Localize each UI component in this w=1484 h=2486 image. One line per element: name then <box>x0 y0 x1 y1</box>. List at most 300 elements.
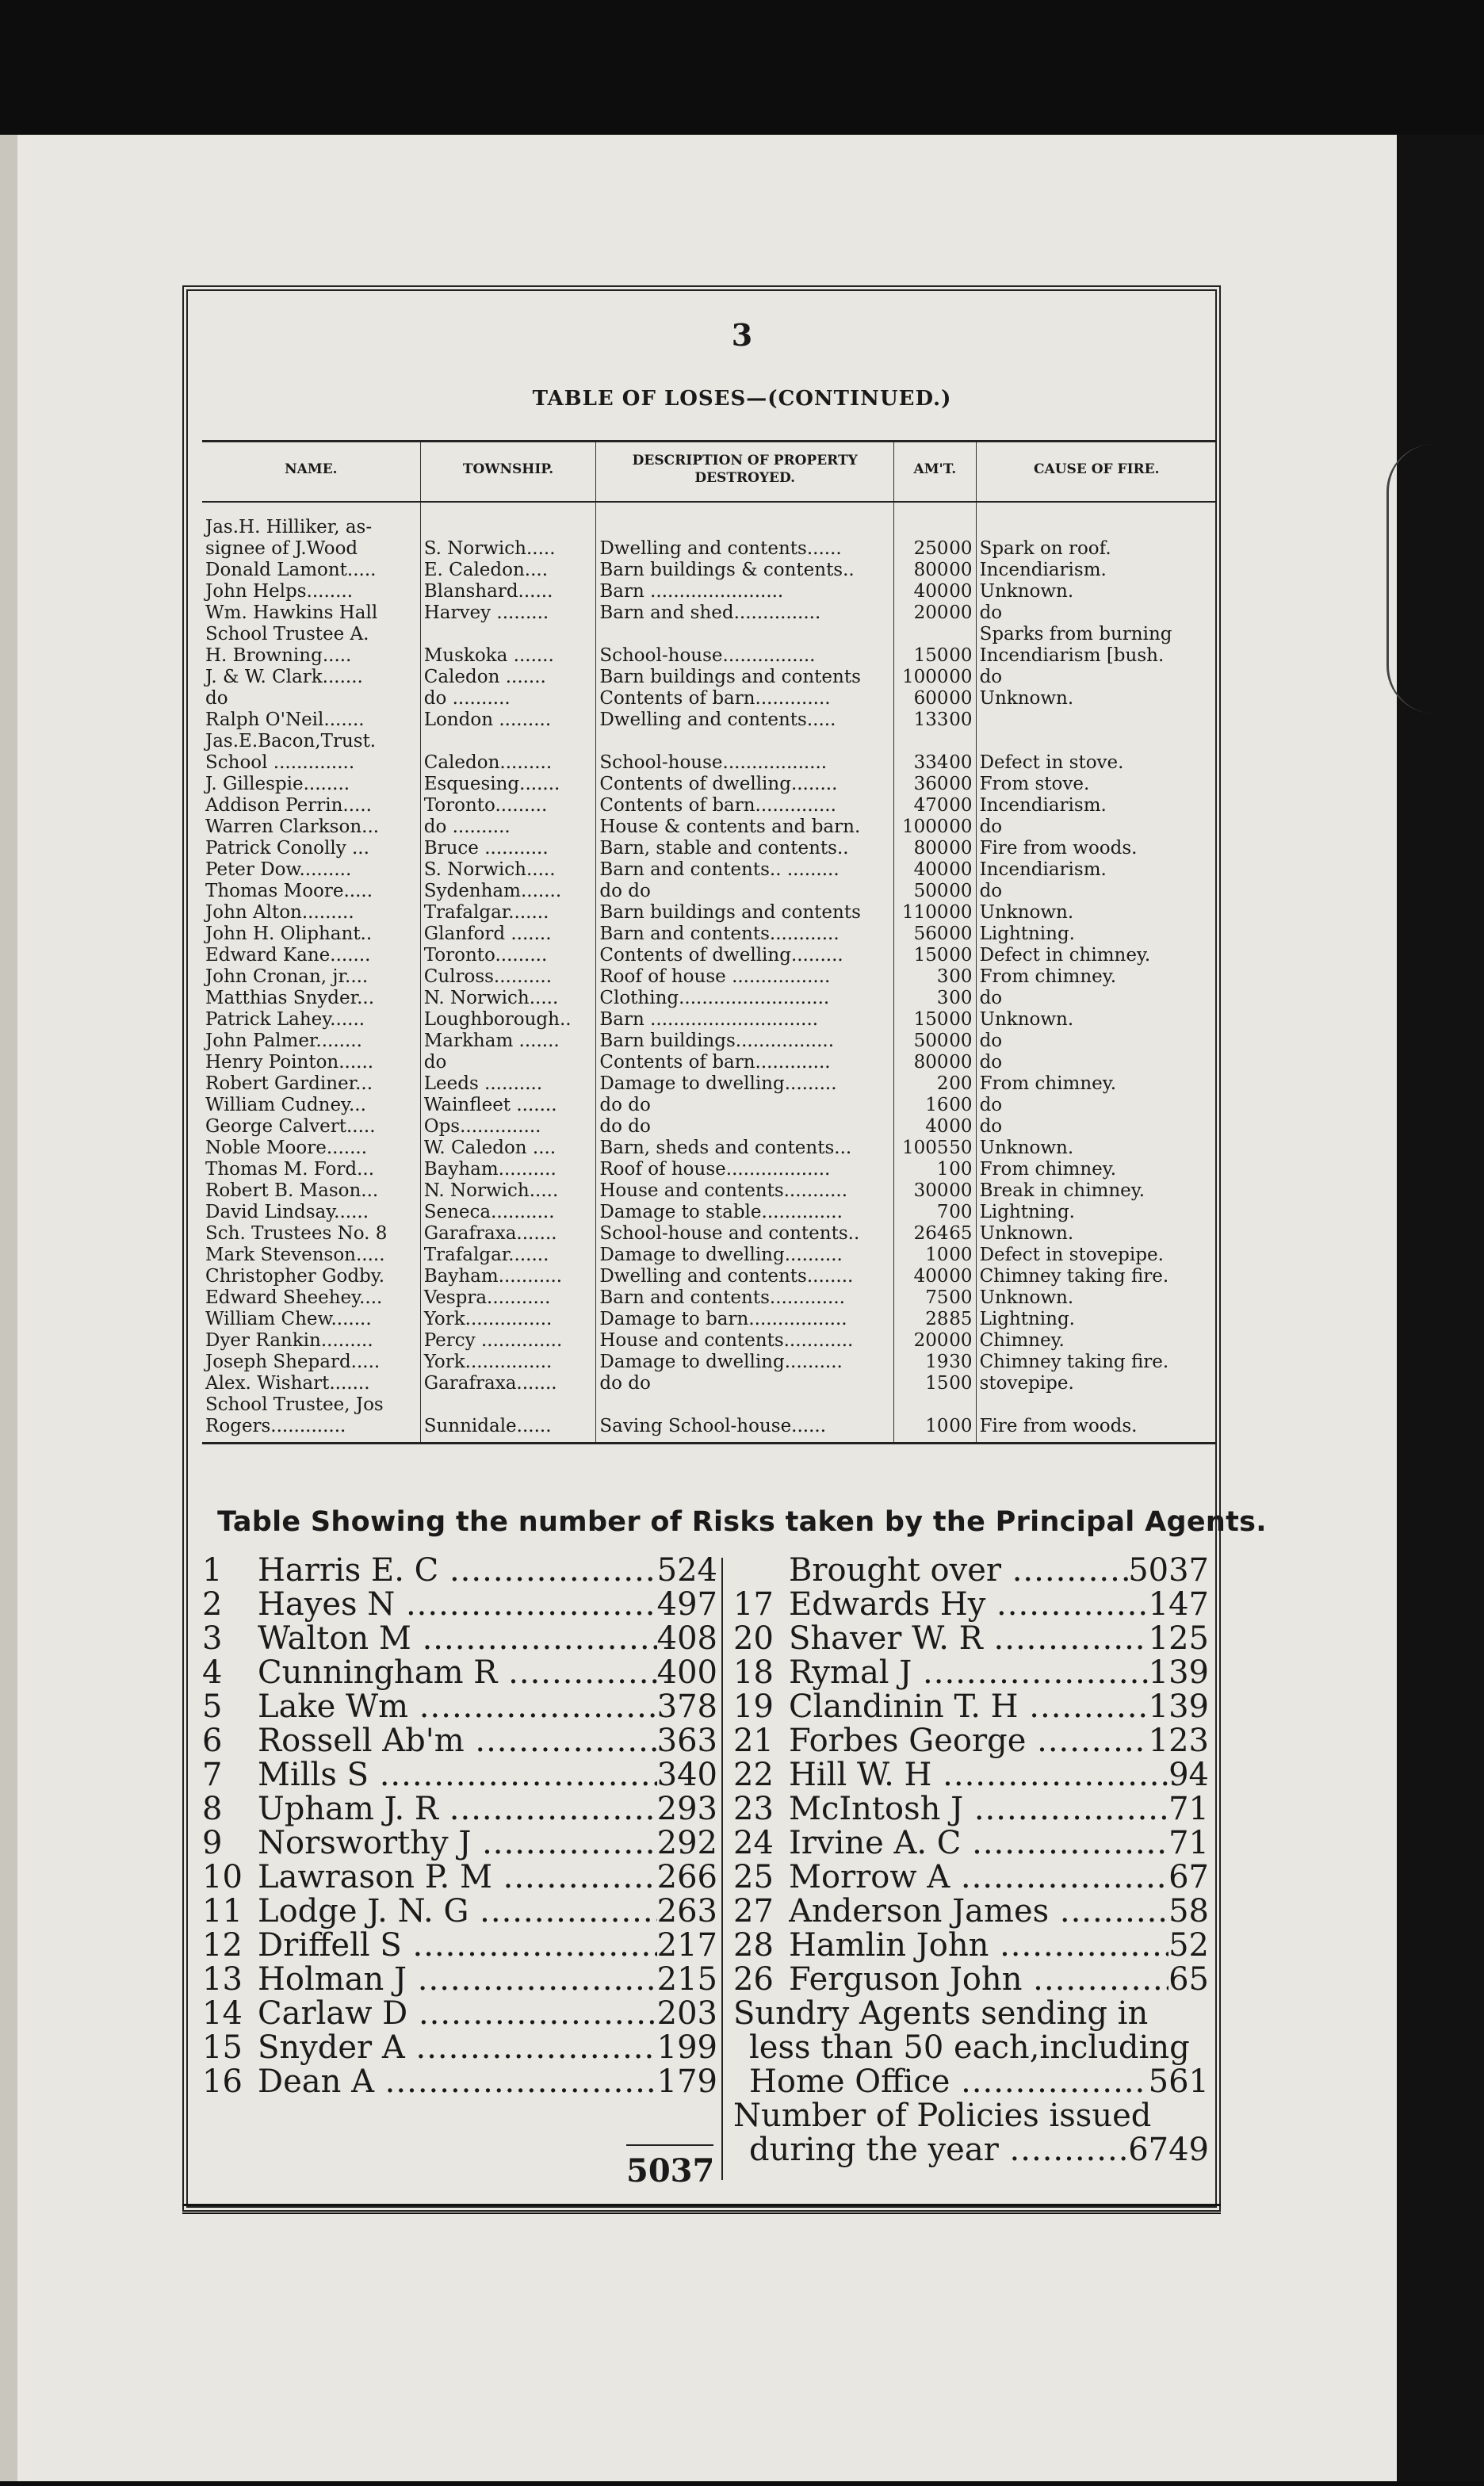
agent-row <box>202 1963 717 1997</box>
loss-name: Patrick Lahey...... <box>205 1009 365 1030</box>
loss-amount <box>894 1330 976 1352</box>
loss-amount-cents: 00 <box>949 1416 973 1436</box>
agent-risks: 125 <box>1148 1620 1209 1657</box>
agent-number: 20 <box>733 1620 774 1657</box>
agent-risks: 179 <box>656 2063 717 2100</box>
loss-cause: do <box>976 667 1217 688</box>
loss-description: School-house.................. <box>596 752 894 774</box>
loss-amount <box>894 1373 976 1394</box>
loss-cause: Unknown. <box>976 902 1217 924</box>
loss-amount-cents: 00 <box>949 645 973 666</box>
loss-cause: Lightning. <box>976 1309 1217 1330</box>
loss-township: Markham ....... <box>420 1031 596 1052</box>
loss-amount-dollars: 2 <box>936 1073 949 1094</box>
loss-cause <box>976 1394 1217 1416</box>
agent-row <box>202 1997 717 2031</box>
loss-cause: Incendiarism. <box>976 560 1217 581</box>
loss-description: Barn buildings and contents <box>596 667 894 688</box>
loss-name: Matthias Snyder... <box>205 988 375 1008</box>
agent-risks: 340 <box>656 1757 717 1793</box>
loss-name: Ralph O'Neil....... <box>205 709 365 730</box>
loss-cause <box>976 709 1217 731</box>
agent-name: Anderson James ..... <box>789 1895 1168 1929</box>
loss-amount-cents: 00 <box>949 1330 973 1351</box>
agent-name: Edwards Hy ..... <box>789 1588 1149 1622</box>
loss-amount-cents: 00 <box>949 945 973 966</box>
loss-description: Damage to stable.............. <box>596 1202 894 1223</box>
loss-amount <box>894 1416 976 1444</box>
loss-description: House & contents and barn. <box>596 817 894 838</box>
loss-amount <box>894 795 976 817</box>
loss-row <box>202 1330 1217 1352</box>
loss-name: Joseph Shepard..... <box>205 1352 381 1372</box>
loss-amount <box>894 624 976 645</box>
loss-cause: From stove. <box>976 774 1217 795</box>
loss-amount-dollars: 334 <box>913 752 949 773</box>
loss-amount-dollars: 560 <box>913 924 949 944</box>
agent-name: Morrow A ..... <box>789 1861 1168 1895</box>
agent-number: 10 <box>202 1859 243 1895</box>
loss-amount <box>894 945 976 966</box>
loss-description: Contents of dwelling......... <box>596 945 894 966</box>
brought-over-row <box>733 1554 1209 1588</box>
agent-number: 9 <box>202 1825 223 1861</box>
loss-amount <box>894 966 976 988</box>
loss-township: Garafraxa....... <box>420 1373 596 1394</box>
loss-amount <box>894 602 976 624</box>
agent-row <box>733 1895 1209 1929</box>
loss-row <box>202 988 1217 1009</box>
loss-amount <box>894 645 976 667</box>
loss-row <box>202 1138 1217 1159</box>
sundry-line-2: less than 50 each,including <box>749 2029 1190 2066</box>
loss-description: Barn buildings................. <box>596 1031 894 1052</box>
loss-row <box>202 1009 1217 1031</box>
agent-risks: 217 <box>656 1927 717 1964</box>
loss-description: do do <box>596 1373 894 1394</box>
loss-cause: Unknown. <box>976 1009 1217 1031</box>
loss-name: Addison Perrin..... <box>205 795 372 816</box>
loss-cause: Fire from woods. <box>976 1416 1217 1444</box>
agent-risks: 71 <box>1168 1791 1209 1827</box>
sundry-line-3: Home Office ..... <box>733 2065 1149 2099</box>
loss-amount-cents: 65 <box>949 1223 973 1244</box>
loss-row <box>202 966 1217 988</box>
loss-cause: Defect in stove. <box>976 752 1217 774</box>
loss-township: Caledon......... <box>420 752 596 774</box>
loss-amount-dollars: 470 <box>913 795 949 816</box>
loss-township: Esquesing....... <box>420 774 596 795</box>
loss-township: Bayham........... <box>420 1266 596 1287</box>
loss-amount-dollars: 400 <box>913 581 949 602</box>
agent-name: Hamlin John ..... <box>789 1929 1168 1963</box>
loss-amount <box>894 1159 976 1180</box>
loss-row <box>202 945 1217 966</box>
loss-amount-dollars: 300 <box>913 1180 949 1201</box>
loss-name: J. Gillespie........ <box>205 774 350 794</box>
loss-amount-dollars: 10 <box>925 1245 949 1265</box>
agent-risks: 497 <box>656 1586 717 1623</box>
loss-description: do do <box>596 1116 894 1138</box>
loss-amount-cents: 00 <box>949 966 973 987</box>
loss-description: Barn, stable and contents.. <box>596 838 894 859</box>
loss-amount-dollars: 133 <box>913 709 949 730</box>
loss-row <box>202 838 1217 859</box>
loss-amount <box>894 924 976 945</box>
loss-row <box>202 581 1217 602</box>
agent-risks: 65 <box>1168 1961 1209 1998</box>
agent-row <box>733 1861 1209 1895</box>
loss-amount-cents: 00 <box>949 902 973 923</box>
loss-row <box>202 1352 1217 1373</box>
sundry-line-3-row <box>733 2065 1209 2099</box>
agent-number: 1 <box>202 1552 223 1589</box>
loss-amount <box>894 1266 976 1287</box>
loss-row <box>202 1373 1217 1394</box>
loss-name: H. Browning..... <box>205 645 352 666</box>
agent-row <box>202 1554 717 1588</box>
loss-amount-dollars: 150 <box>913 645 949 666</box>
loss-amount-dollars: 360 <box>913 774 949 794</box>
loss-name: Thomas M. Ford... <box>205 1159 375 1180</box>
loss-amount <box>894 502 976 538</box>
agent-number: 15 <box>202 2029 243 2066</box>
loss-cause: Unknown. <box>976 688 1217 709</box>
loss-amount-dollars: 500 <box>913 1031 949 1051</box>
loss-row <box>202 1287 1217 1309</box>
loss-cause: From chimney. <box>976 1159 1217 1180</box>
agent-number: 23 <box>733 1791 774 1827</box>
loss-amount-dollars: 400 <box>913 859 949 880</box>
loss-township: Toronto......... <box>420 795 596 817</box>
loss-description: Barn ....................... <box>596 581 894 602</box>
column-divider <box>721 1558 723 2180</box>
loss-amount-dollars: 150 <box>913 945 949 966</box>
loss-cause: Unknown. <box>976 1287 1217 1309</box>
agent-name: Lodge J. N. G ..... <box>258 1895 657 1929</box>
loss-name: signee of J.Wood <box>205 538 358 559</box>
loss-township <box>420 624 596 645</box>
loss-amount-dollars: 7 <box>936 1202 949 1222</box>
sundry-agents-block <box>733 1997 1209 2099</box>
agent-risks: 378 <box>656 1689 717 1725</box>
loss-amount-dollars: 19 <box>925 1352 949 1372</box>
agent-name: Ferguson John ..... <box>789 1963 1168 1997</box>
loss-cause: Incendiarism. <box>976 859 1217 881</box>
loss-township: Muskoka ....... <box>420 645 596 667</box>
agent-name: Norsworthy J ..... <box>258 1826 657 1861</box>
loss-township: W. Caledon .... <box>420 1138 596 1159</box>
loss-amount <box>894 1180 976 1202</box>
loss-amount-cents: 00 <box>949 667 973 687</box>
loss-name: John Alton......... <box>205 902 354 923</box>
agent-row <box>733 1963 1209 1997</box>
agent-name: Clandinin T. H ..... <box>789 1690 1149 1724</box>
agent-number: 5 <box>202 1689 223 1725</box>
loss-row <box>202 1223 1217 1245</box>
agent-risks: 408 <box>656 1620 717 1657</box>
loss-amount <box>894 859 976 881</box>
loss-township <box>420 502 596 538</box>
loss-amount <box>894 560 976 581</box>
policies-block <box>733 2099 1209 2167</box>
agent-name: Lake Wm ..... <box>258 1690 657 1724</box>
agent-number: 7 <box>202 1757 223 1793</box>
loss-township: Wainfleet ....... <box>420 1095 596 1116</box>
agent-name: Driffell S ..... <box>258 1929 657 1963</box>
loss-cause: Sparks from burning <box>976 624 1217 645</box>
loss-description: Damage to barn................. <box>596 1309 894 1330</box>
agent-row <box>202 1895 717 1929</box>
loss-amount <box>894 709 976 731</box>
loss-amount-cents: 00 <box>949 795 973 816</box>
agent-risks: 266 <box>656 1859 717 1895</box>
losses-table-title: TABLE OF LOSES—(CONTINUED.) <box>532 387 952 411</box>
loss-township: Harvey ......... <box>420 602 596 624</box>
loss-cause: Break in chimney. <box>976 1180 1217 1202</box>
agent-row <box>733 1929 1209 1963</box>
agent-number: 8 <box>202 1791 223 1827</box>
agent-name: Lawrason P. M ..... <box>258 1861 657 1895</box>
loss-name: Mark Stevenson..... <box>205 1245 385 1265</box>
loss-amount-cents: 00 <box>949 602 973 623</box>
agent-row <box>733 1724 1209 1758</box>
loss-cause: Spark on roof. <box>976 538 1217 560</box>
loss-description: Saving School-house...... <box>596 1416 894 1444</box>
loss-amount-cents: 00 <box>949 688 973 709</box>
loss-amount <box>894 1031 976 1052</box>
loss-amount-cents: 00 <box>949 838 973 859</box>
loss-amount-dollars: 3 <box>936 988 949 1008</box>
brought-over-label: Brought over ..... <box>789 1554 1128 1588</box>
col-description-header: DESCRIPTION OF PROPERTY DESTROYED. <box>596 442 894 503</box>
agent-number: 16 <box>202 2063 243 2100</box>
agent-number: 21 <box>733 1723 774 1759</box>
agent-risks: 139 <box>1148 1689 1209 1725</box>
col-cause-header: CAUSE OF FIRE. <box>976 442 1217 503</box>
loss-amount <box>894 1223 976 1245</box>
loss-row <box>202 731 1217 752</box>
loss-name: Dyer Rankin......... <box>205 1330 373 1351</box>
loss-township: Garafraxa....... <box>420 1223 596 1245</box>
loss-amount-cents: 00 <box>949 1052 973 1073</box>
loss-township: York............... <box>420 1309 596 1330</box>
agent-row <box>202 1792 717 1826</box>
loss-name: Thomas Moore..... <box>205 881 373 901</box>
loss-row <box>202 602 1217 624</box>
loss-amount-cents: 00 <box>949 560 973 580</box>
loss-amount-dollars: 200 <box>913 1330 949 1351</box>
loss-description: Contents of barn............. <box>596 1052 894 1073</box>
loss-cause: Incendiarism [bush. <box>976 645 1217 667</box>
loss-township: London ......... <box>420 709 596 731</box>
agent-number: 17 <box>733 1586 774 1623</box>
loss-amount-dollars: 800 <box>913 838 949 859</box>
loss-description: School-house................ <box>596 645 894 667</box>
loss-amount-dollars: 1000 <box>902 667 949 687</box>
loss-description: Barn and contents.. ......... <box>596 859 894 881</box>
agents-left-total: 5037 <box>626 2144 713 2190</box>
loss-amount <box>894 988 976 1009</box>
loss-amount-dollars: 200 <box>913 602 949 623</box>
loss-amount <box>894 752 976 774</box>
agent-number: 27 <box>733 1893 774 1930</box>
loss-row <box>202 1416 1217 1444</box>
agent-row <box>733 1826 1209 1861</box>
loss-township: Trafalgar....... <box>420 1245 596 1266</box>
agent-risks: 71 <box>1168 1825 1209 1861</box>
loss-amount <box>894 1116 976 1138</box>
loss-name: Warren Clarkson... <box>205 817 380 837</box>
loss-amount <box>894 731 976 752</box>
agent-row <box>733 1622 1209 1656</box>
loss-amount <box>894 688 976 709</box>
loss-amount-cents: 00 <box>949 988 973 1008</box>
loss-cause: do <box>976 817 1217 838</box>
loss-description: Dwelling and contents........ <box>596 1266 894 1287</box>
loss-amount-cents: 00 <box>949 1180 973 1201</box>
loss-amount-cents: 00 <box>949 1116 973 1137</box>
agent-risks: 123 <box>1148 1723 1209 1759</box>
row-number <box>733 1554 789 1588</box>
loss-description: Barn and contents............ <box>596 924 894 945</box>
loss-amount-dollars: 1 <box>936 1159 949 1180</box>
loss-description <box>596 624 894 645</box>
agent-row <box>202 1929 717 1963</box>
loss-amount-dollars: 800 <box>913 1052 949 1073</box>
loss-name: Robert B. Mason... <box>205 1180 379 1201</box>
agent-number: 22 <box>733 1757 774 1793</box>
loss-name: Noble Moore....... <box>205 1138 368 1158</box>
loss-township: Bruce ........... <box>420 838 596 859</box>
loss-description: Barn and shed............... <box>596 602 894 624</box>
loss-cause: Incendiarism. <box>976 795 1217 817</box>
agent-number: 24 <box>733 1825 774 1861</box>
agent-risks: 400 <box>656 1654 717 1691</box>
policies-line-1: Number of Policies issued <box>733 2098 1152 2134</box>
agent-row <box>202 1656 717 1690</box>
loss-amount-dollars: 1100 <box>902 902 949 923</box>
loss-cause: Chimney. <box>976 1330 1217 1352</box>
loss-amount-dollars: 16 <box>925 1095 949 1115</box>
loss-township: Loughborough.. <box>420 1009 596 1031</box>
losses-table <box>202 440 1217 1444</box>
loss-cause: do <box>976 1052 1217 1073</box>
loss-amount-cents: 00 <box>949 1031 973 1051</box>
loss-name: John H. Oliphant.. <box>205 924 373 944</box>
loss-amount <box>894 1138 976 1159</box>
loss-description: Dwelling and contents..... <box>596 709 894 731</box>
agents-table-title: Table Showing the number of Risks taken by the Principal Agents. <box>217 1506 1267 1538</box>
loss-amount <box>894 881 976 902</box>
loss-amount <box>894 1202 976 1223</box>
loss-name: John Palmer........ <box>205 1031 362 1051</box>
agent-name: McIntosh J ..... <box>789 1792 1168 1826</box>
loss-name: School Trustee, Jos <box>205 1394 384 1415</box>
loss-cause <box>976 502 1217 538</box>
loss-row <box>202 1095 1217 1116</box>
loss-amount <box>894 838 976 859</box>
loss-amount-cents: 00 <box>949 881 973 901</box>
agent-risks: 52 <box>1168 1927 1209 1964</box>
agent-number: 12 <box>202 1927 243 1964</box>
col-amount-header: AM'T. <box>894 442 976 503</box>
page-left-edge <box>0 135 17 2481</box>
loss-row <box>202 795 1217 817</box>
loss-amount <box>894 1287 976 1309</box>
loss-amount <box>894 1009 976 1031</box>
loss-amount <box>894 1052 976 1073</box>
loss-row <box>202 1159 1217 1180</box>
loss-amount-dollars: 15 <box>925 1373 949 1394</box>
loss-amount <box>894 581 976 602</box>
brought-over-value: 5037 <box>1128 1552 1209 1589</box>
loss-township: Percy .............. <box>420 1330 596 1352</box>
agent-name: Snyder A ..... <box>258 2031 657 2065</box>
agent-name: Hill W. H ..... <box>789 1758 1168 1792</box>
loss-description: Clothing.......................... <box>596 988 894 1009</box>
loss-description: Dwelling and contents...... <box>596 538 894 560</box>
loss-cause: Lightning. <box>976 924 1217 945</box>
agent-number: 28 <box>733 1927 774 1964</box>
loss-cause: do <box>976 1095 1217 1116</box>
agent-row <box>733 1656 1209 1690</box>
loss-amount-dollars: 264 <box>913 1223 949 1244</box>
page-number: 3 <box>731 317 753 353</box>
loss-cause: From chimney. <box>976 966 1217 988</box>
agent-name: Rymal J ..... <box>789 1656 1149 1690</box>
agent-number: 2 <box>202 1586 223 1623</box>
loss-row <box>202 1031 1217 1052</box>
agent-number: 6 <box>202 1723 223 1759</box>
loss-row <box>202 774 1217 795</box>
loss-amount-dollars: 250 <box>913 538 949 559</box>
loss-amount-cents: 00 <box>949 817 973 837</box>
loss-amount-dollars: 150 <box>913 1009 949 1030</box>
loss-amount-dollars: 10 <box>925 1416 949 1436</box>
agent-risks: 203 <box>656 1995 717 2032</box>
loss-cause: do <box>976 1116 1217 1138</box>
loss-name: Jas.E.Bacon,Trust. <box>205 731 377 752</box>
loss-township: Vespra........... <box>420 1287 596 1309</box>
loss-amount-dollars: 28 <box>925 1309 949 1329</box>
loss-amount-cents: 00 <box>949 709 973 730</box>
loss-description: Contents of barn............. <box>596 688 894 709</box>
loss-township: E. Caledon.... <box>420 560 596 581</box>
loss-amount-dollars: 1000 <box>902 817 949 837</box>
loss-township: do .......... <box>420 688 596 709</box>
agent-name: Hayes N ..... <box>258 1588 657 1622</box>
agent-number: 26 <box>733 1961 774 1998</box>
agent-risks: 199 <box>656 2029 717 2066</box>
loss-row <box>202 1202 1217 1223</box>
loss-name: Rogers............. <box>202 1416 420 1444</box>
agent-risks: 58 <box>1168 1893 1209 1930</box>
loss-name: John Helps........ <box>205 581 354 602</box>
loss-township: S. Norwich..... <box>420 538 596 560</box>
loss-name: William Cudney... <box>205 1095 366 1115</box>
loss-amount-cents: 00 <box>949 774 973 794</box>
agent-row <box>202 1588 717 1622</box>
loss-name: Jas.H. Hilliker, as- <box>205 517 373 537</box>
loss-name: Alex. Wishart....... <box>205 1373 370 1394</box>
agent-row <box>202 1758 717 1792</box>
loss-description: Barn buildings & contents.. <box>596 560 894 581</box>
agent-name: Dean A ..... <box>258 2065 657 2099</box>
loss-township: N. Norwich..... <box>420 1180 596 1202</box>
loss-amount-dollars: 40 <box>925 1116 949 1137</box>
loss-description: Barn, sheds and contents... <box>596 1138 894 1159</box>
